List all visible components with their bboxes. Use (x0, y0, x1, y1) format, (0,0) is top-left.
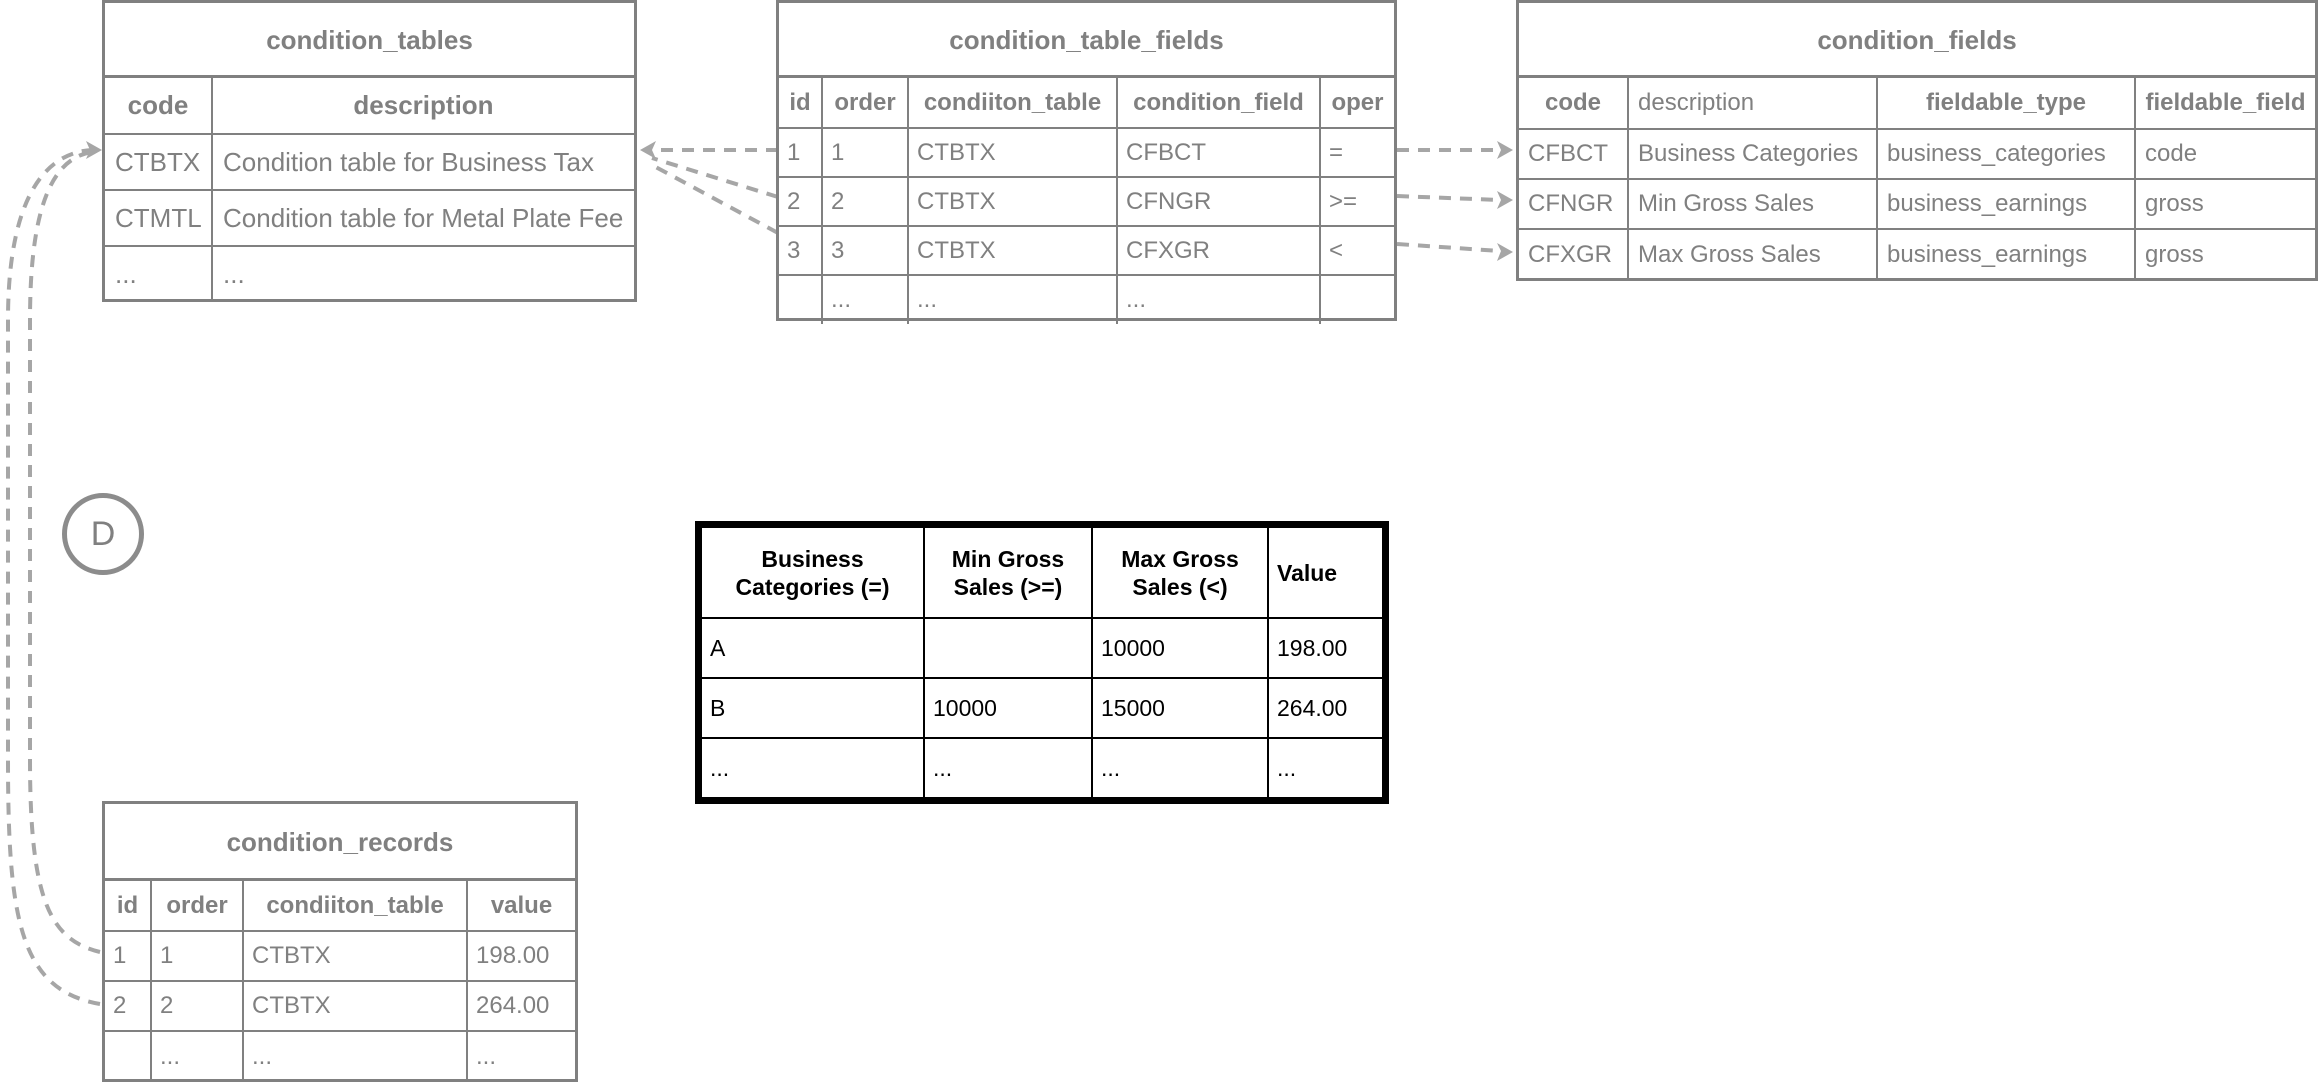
table-cell: ... (908, 275, 1117, 324)
column-header: description (212, 78, 634, 134)
table-cell: CFXGR (1117, 226, 1320, 275)
link-ctf-row3-to-cf (1397, 244, 1500, 251)
table-cell: ... (151, 1031, 243, 1081)
table-cell: 1 (779, 128, 822, 177)
table-cell: 2 (779, 177, 822, 226)
table-row (1519, 229, 2315, 279)
table-row (702, 618, 1382, 678)
table-row (1519, 129, 2315, 179)
table-row (779, 275, 1394, 324)
entity-table (1519, 78, 2315, 279)
entity-condition-records (102, 801, 578, 1082)
sample-condition-table (695, 521, 1389, 804)
column-header: code (1519, 78, 1628, 129)
entity-table (105, 78, 634, 302)
column-header: Max Gross Sales (<) (1092, 528, 1268, 618)
table-cell: ... (702, 738, 924, 798)
column-header: condition_field (1117, 78, 1320, 128)
entity-condition-fields (1516, 0, 2318, 281)
table-row (105, 931, 575, 981)
table-cell: CFNGR (1117, 177, 1320, 226)
table-cell: ... (212, 246, 634, 302)
table-cell: CTBTX (908, 177, 1117, 226)
column-header: id (779, 78, 822, 128)
table-cell: CTBTX (105, 134, 212, 190)
table-cell: CTBTX (243, 981, 467, 1031)
column-header: Value (1268, 528, 1382, 618)
table-cell: Condition table for Business Tax (212, 134, 634, 190)
table-cell: 1 (822, 128, 908, 177)
table-cell: ... (243, 1031, 467, 1081)
table-cell: 198.00 (1268, 618, 1382, 678)
table-row (702, 678, 1382, 738)
table-cell: 15000 (1092, 678, 1268, 738)
table-cell: gross (2135, 229, 2315, 279)
table-cell (779, 275, 822, 324)
table-cell: business_earnings (1877, 179, 2135, 229)
column-header: fieldable_field (2135, 78, 2315, 129)
column-header: condiiton_table (908, 78, 1117, 128)
table-cell: B (702, 678, 924, 738)
column-header: id (105, 881, 151, 931)
table-cell (105, 1031, 151, 1081)
table-cell: ... (105, 246, 212, 302)
table-row (105, 246, 634, 302)
table-cell: ... (1117, 275, 1320, 324)
table-cell: gross (2135, 179, 2315, 229)
column-header: condiiton_table (243, 881, 467, 931)
sample-table (702, 528, 1382, 798)
table-row (1519, 179, 2315, 229)
entity-condition-tables (102, 0, 637, 302)
table-cell: CTMTL (105, 190, 212, 246)
table-cell: CTBTX (908, 128, 1117, 177)
table-cell: Condition table for Metal Plate Fee (212, 190, 634, 246)
entity-table (105, 881, 575, 1081)
entity-title: condition_tables (105, 3, 634, 78)
table-row (105, 1031, 575, 1081)
table-cell: A (702, 618, 924, 678)
table-cell: Business Categories (1628, 129, 1877, 179)
table-cell: 198.00 (467, 931, 575, 981)
marker-d-circle: D (62, 493, 144, 575)
table-cell (1320, 275, 1394, 324)
table-cell: = (1320, 128, 1394, 177)
table-row (779, 177, 1394, 226)
table-cell: ... (924, 738, 1092, 798)
column-header: order (151, 881, 243, 931)
arrow-head-cf-3 (1497, 243, 1513, 261)
table-cell: Min Gross Sales (1628, 179, 1877, 229)
entity-title: condition_records (105, 804, 575, 881)
entity-table (779, 78, 1394, 324)
entity-title: condition_fields (1519, 3, 2315, 78)
entity-condition-table-fields (776, 0, 1397, 321)
table-cell (924, 618, 1092, 678)
column-header: Min Gross Sales (>=) (924, 528, 1092, 618)
table-cell: < (1320, 226, 1394, 275)
table-cell: CFNGR (1519, 179, 1628, 229)
column-header: oper (1320, 78, 1394, 128)
table-cell: 264.00 (1268, 678, 1382, 738)
table-cell: business_earnings (1877, 229, 2135, 279)
table-row (779, 128, 1394, 177)
table-row (105, 981, 575, 1031)
table-cell: Max Gross Sales (1628, 229, 1877, 279)
arrow-head-ct-1 (640, 141, 656, 159)
table-cell: CTBTX (243, 931, 467, 981)
table-row (702, 738, 1382, 798)
table-cell: 2 (822, 177, 908, 226)
column-header: fieldable_type (1877, 78, 2135, 129)
link-cr-row2-to-ct (8, 150, 100, 1004)
link-ctf-row2-to-cf (1397, 196, 1500, 200)
arrow-head-cf-1 (1497, 141, 1513, 159)
table-row (779, 226, 1394, 275)
table-cell: business_categories (1877, 129, 2135, 179)
table-cell: 10000 (924, 678, 1092, 738)
table-cell: CFBCT (1519, 129, 1628, 179)
entity-title: condition_table_fields (779, 3, 1394, 78)
table-cell: >= (1320, 177, 1394, 226)
table-row (105, 190, 634, 246)
column-header: value (467, 881, 575, 931)
table-cell: 1 (151, 931, 243, 981)
table-cell: 2 (151, 981, 243, 1031)
table-row (105, 134, 634, 190)
column-header: description (1628, 78, 1877, 129)
table-cell: ... (1092, 738, 1268, 798)
column-header: code (105, 78, 212, 134)
table-cell: 3 (822, 226, 908, 275)
table-cell: CFXGR (1519, 229, 1628, 279)
arrow-head-cf-2 (1497, 191, 1513, 209)
table-cell: ... (467, 1031, 575, 1081)
table-cell: ... (1268, 738, 1382, 798)
column-header: order (822, 78, 908, 128)
column-header: Business Categories (=) (702, 528, 924, 618)
table-cell: ... (822, 275, 908, 324)
table-cell: 1 (105, 931, 151, 981)
table-cell: code (2135, 129, 2315, 179)
table-cell: 3 (779, 226, 822, 275)
table-cell: 264.00 (467, 981, 575, 1031)
table-cell: CFBCT (1117, 128, 1320, 177)
table-cell: CTBTX (908, 226, 1117, 275)
link-ctf-row3-to-ct (652, 165, 778, 233)
link-ctf-row2-to-ct (652, 158, 778, 197)
table-cell: 2 (105, 981, 151, 1031)
table-cell: 10000 (1092, 618, 1268, 678)
